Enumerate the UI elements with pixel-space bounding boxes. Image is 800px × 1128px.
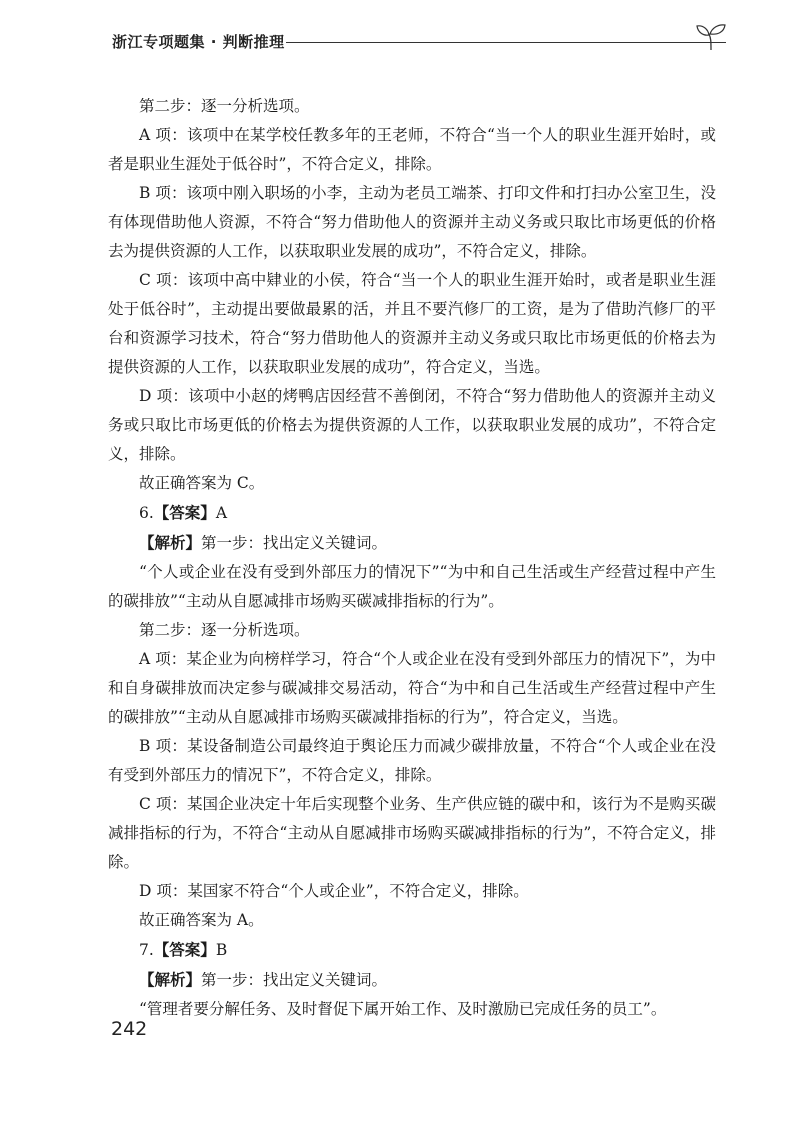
analysis-label: 【解析】 xyxy=(139,970,202,989)
page-header xyxy=(98,20,738,60)
analysis-line-7 xyxy=(108,965,716,995)
paragraph: 故正确答案为 C。 xyxy=(139,474,265,492)
header-rule xyxy=(286,42,726,43)
sprout-icon xyxy=(694,22,728,52)
answer-label: 【答案】 xyxy=(153,940,216,959)
paragraph: D 项：某国家不符合“个人或企业”，不符合定义，排除。 xyxy=(139,882,529,900)
answer-line-6 xyxy=(108,498,716,528)
page-number: 242 xyxy=(111,1018,148,1040)
paragraph: A 项：该项中在某学校任教多年的王老师，不符合“当一个人的职业生涯开始时，或者是职业生涯处于低谷时”，不符合定义，排除。 xyxy=(108,126,716,173)
answer-label: 【答案】 xyxy=(153,503,216,522)
header-title: 浙江专项题集 · 判断推理 xyxy=(112,33,285,51)
page-content xyxy=(108,92,716,1024)
analysis-text: 第一步：找出定义关键词。 xyxy=(201,971,388,989)
paragraph: A 项：某企业为向榜样学习，符合“个人或企业在没有受到外部压力的情况下”，为中和自身碳排放而决定参与碳减排交易活动，符合“为中和自己生活或生产经营过程中产生的碳排放”“主动从自愿减排市场购买碳减排指标的行为”，符合定义，当选。 xyxy=(108,650,716,726)
answer-value: A xyxy=(215,504,228,522)
analysis-text: 第一步：找出定义关键词。 xyxy=(201,534,388,552)
analysis-line-6 xyxy=(108,528,716,558)
paragraph: “管理者要分解任务、及时督促下属开始工作、及时激励已完成任务的员工”。 xyxy=(139,1000,667,1018)
question-number: 7. xyxy=(139,941,154,959)
paragraph: D 项：该项中小赵的烤鸭店因经营不善倒闭，不符合“努力借助他人的资源并主动义务或只取比市场更低的价格去为提供资源的人工作，以获取职业发展的成功”，不符合定义，排除。 xyxy=(108,387,716,463)
paragraph: B 项：该项中刚入职场的小李，主动为老员工端茶、打印文件和打扫办公室卫生，没有体现借助他人资源，不符合“努力借助他人的资源并主动义务或只取比市场更低的价格去为提供资源的人工作，以获取职业发展的成功”，不符合定义，排除。 xyxy=(108,184,716,260)
paragraph: B 项：某设备制造公司最终迫于舆论压力而减少碳排放量，不符合“个人或企业在没有受到外部压力的情况下”，不符合定义，排除。 xyxy=(108,737,716,784)
paragraph: 第二步：逐一分析选项。 xyxy=(139,97,310,115)
analysis-label: 【解析】 xyxy=(139,533,202,552)
paragraph: C 项：该项中高中肄业的小侯，符合“当一个人的职业生涯开始时，或者是职业生涯处于低谷时”，主动提出要做最累的活，并且不要汽修厂的工资，是为了借助汽修厂的平台和资源学习技术，符合“努力借助他人的资源并主动义务或只取比市场更低的价格去为提供资源的人工作，以获取职业发展的成功”，符合定义，当选。 xyxy=(108,271,716,376)
paragraph: 第二步：逐一分析选项。 xyxy=(139,621,310,639)
paragraph: 故正确答案为 A。 xyxy=(139,911,264,929)
question-number: 6. xyxy=(139,504,154,522)
answer-value: B xyxy=(215,941,228,959)
paragraph: C 项：某国企业决定十年后实现整个业务、生产供应链的碳中和，该行为不是购买碳减排指标的行为，不符合“主动从自愿减排市场购买碳减排指标的行为”，不符合定义，排除。 xyxy=(108,795,716,871)
paragraph: “个人或企业在没有受到外部压力的情况下”“为中和自己生活或生产经营过程中产生的碳排放”“主动从自愿减排市场购买碳减排指标的行为”。 xyxy=(108,563,716,610)
answer-line-7 xyxy=(108,935,716,965)
